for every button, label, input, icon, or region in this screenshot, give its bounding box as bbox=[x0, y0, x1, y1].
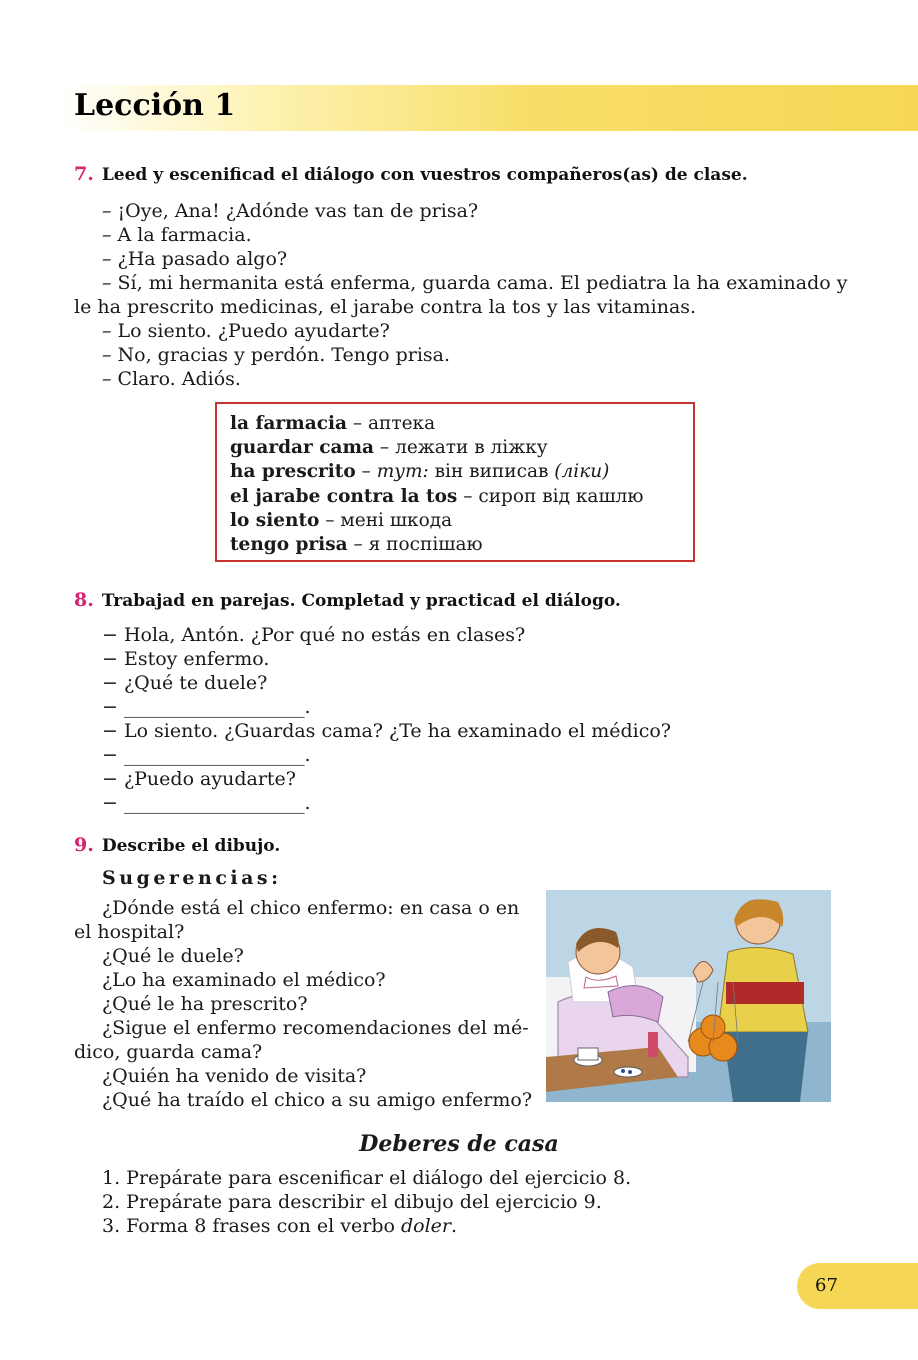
homework-item bbox=[102, 1214, 457, 1238]
vocab-row bbox=[230, 485, 693, 509]
dialogue-line: – Lo siento. ¿Puedo ayudarte? bbox=[102, 320, 390, 342]
vocab-separator: – bbox=[457, 485, 479, 507]
vocab-row bbox=[230, 533, 693, 557]
question-line: ¿Sigue el enfermo recomendaciones del mé- bbox=[102, 1017, 529, 1039]
homework-item-verb: doler bbox=[401, 1215, 452, 1237]
dialogue-line: – No, gracias y perdón. Tengo prisa. bbox=[102, 344, 451, 366]
vocab-separator: – bbox=[374, 437, 396, 459]
vocab-translation: я поспішаю bbox=[368, 534, 483, 556]
dialogue-line: – Claro. Adiós. bbox=[102, 368, 241, 390]
vocab-note: (ліки) bbox=[554, 461, 610, 483]
homework-item-end: . bbox=[451, 1215, 458, 1237]
question-line: ¿Qué ha traído el chico a su amigo enfermo? bbox=[102, 1089, 533, 1111]
dialogue-line: – ¡Oye, Ana! ¿Adónde vas tan de prisa? bbox=[102, 200, 479, 222]
vocab-term: la farmacia bbox=[230, 413, 347, 434]
dialogue-line: le ha prescrito medicinas, el jarabe contra la tos y las vitaminas. bbox=[74, 296, 697, 318]
exercise-instruction: Leed y escenificad el diálogo con vuestros compañeros(as) de clase. bbox=[101, 165, 748, 185]
exercise-7-heading bbox=[74, 163, 748, 185]
suggestions-title: Sugerencias: bbox=[102, 867, 282, 889]
question-line: dico, guarda cama? bbox=[74, 1041, 263, 1063]
question-line: ¿Lo ha examinado el médico? bbox=[102, 969, 386, 991]
exercise-8-heading bbox=[74, 589, 621, 611]
homework-item: 2. Prepárate para describir el dibujo del ejercicio 9. bbox=[102, 1191, 602, 1213]
vocab-separator: – bbox=[347, 534, 369, 556]
vocab-row bbox=[230, 460, 693, 484]
exercise-9-heading bbox=[74, 834, 280, 856]
vocab-term: guardar cama bbox=[230, 437, 375, 459]
vocab-separator: – bbox=[319, 509, 341, 531]
question-line: ¿Qué le duele? bbox=[102, 945, 244, 967]
homework-item: 1. Prepárate para escenificar el diálogo del ejercicio 8. bbox=[102, 1167, 632, 1189]
vocab-separator: – bbox=[347, 413, 369, 434]
lesson-title: Lección 1 bbox=[74, 88, 236, 123]
question-line: el hospital? bbox=[74, 921, 185, 943]
vocab-translation: лежати в ліжку bbox=[395, 437, 548, 459]
homework-item-text: 3. Forma 8 frases con el verbo bbox=[102, 1215, 401, 1237]
homework-title: Deberes de casa bbox=[359, 1131, 559, 1157]
dialogue-line: − Estoy enfermo. bbox=[102, 648, 270, 670]
answer-blank-line: − ___________________. bbox=[102, 792, 311, 814]
vocab-term: tengo prisa bbox=[230, 534, 348, 556]
dialogue-line: − Lo siento. ¿Guardas cama? ¿Te ha examinado el médico? bbox=[102, 720, 671, 742]
answer-blank-line: − ___________________. bbox=[102, 696, 311, 718]
vocabulary-box bbox=[215, 402, 695, 562]
vocab-translation: мені шкода bbox=[340, 509, 453, 531]
sick-boy-illustration bbox=[538, 882, 838, 1108]
vocab-row bbox=[230, 509, 693, 533]
vocab-row bbox=[230, 436, 693, 460]
vocab-translation: він виписав bbox=[428, 461, 555, 483]
vocab-translation: аптека bbox=[368, 413, 436, 434]
dialogue-line: − Hola, Antón. ¿Por qué no estás en clases? bbox=[102, 624, 526, 646]
exercise-instruction: Trabajad en parejas. Completad y practicad el diálogo. bbox=[101, 591, 621, 611]
answer-blank-line: − ___________________. bbox=[102, 744, 311, 766]
exercise-number: 7. bbox=[74, 163, 94, 185]
question-line: ¿Quién ha venido de visita? bbox=[102, 1065, 367, 1087]
vocab-term: lo siento bbox=[230, 509, 320, 531]
dialogue-line: – Sí, mi hermanita está enferma, guarda cama. El pediatra la ha examinado y bbox=[102, 272, 848, 294]
dialogue-line: − ¿Puedo ayudarte? bbox=[102, 768, 296, 790]
exercise-number: 9. bbox=[74, 834, 94, 856]
dialogue-line: − ¿Qué te duele? bbox=[102, 672, 268, 694]
dialogue-line: – A la farmacia. bbox=[102, 224, 252, 246]
question-line: ¿Qué le ha prescrito? bbox=[102, 993, 308, 1015]
question-line: ¿Dónde está el chico enfermo: en casa o en bbox=[102, 897, 520, 919]
vocab-term: ha prescrito bbox=[230, 461, 356, 483]
exercise-instruction: Describe el dibujo. bbox=[101, 836, 281, 856]
vocab-note: тут: bbox=[376, 461, 429, 483]
vocab-translation: сироп від кашлю bbox=[478, 485, 644, 507]
page-number: 67 bbox=[815, 1275, 838, 1296]
exercise-number: 8. bbox=[74, 589, 94, 611]
dialogue-line: – ¿Ha pasado algo? bbox=[102, 248, 288, 270]
vocab-row bbox=[230, 412, 693, 436]
vocab-term: el jarabe contra la tos bbox=[230, 485, 458, 507]
vocab-separator: – bbox=[355, 461, 377, 483]
